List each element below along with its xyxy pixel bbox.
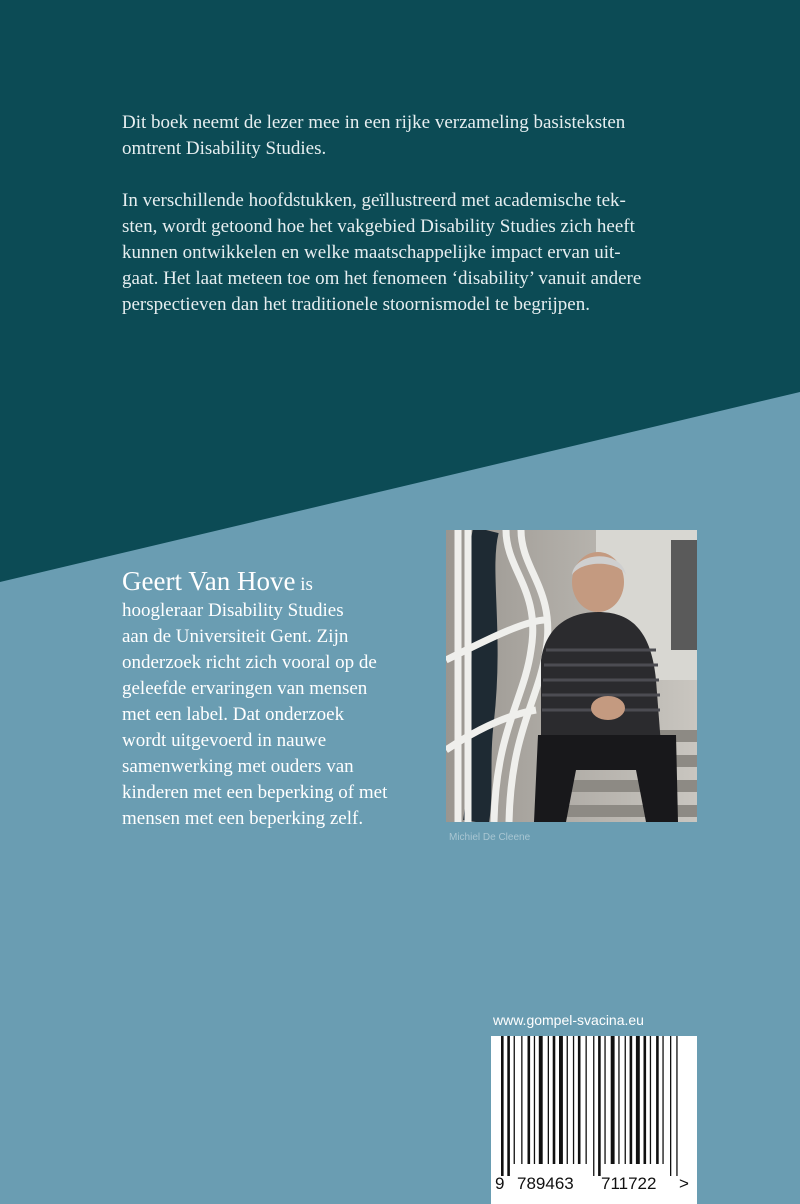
barcode-bar bbox=[514, 1036, 515, 1164]
barcode-bar bbox=[593, 1036, 594, 1176]
barcode-bar bbox=[662, 1036, 663, 1164]
barcode-digits bbox=[495, 1174, 695, 1194]
blurb-line: omtrent Disability Studies. bbox=[122, 138, 327, 159]
blurb-line: Dit boek neemt de lezer mee in een rijke verzameling basisteksten bbox=[122, 112, 626, 133]
barcode-bar bbox=[676, 1036, 677, 1176]
barcode-bar bbox=[539, 1036, 543, 1164]
barcode-bar bbox=[604, 1036, 605, 1164]
barcode-bar bbox=[528, 1036, 531, 1164]
barcode-bar bbox=[521, 1036, 522, 1164]
barcode-digit-group: 789463 bbox=[517, 1174, 574, 1193]
barcode-bar bbox=[586, 1036, 587, 1164]
barcode-bar bbox=[625, 1036, 626, 1164]
barcode-bar bbox=[598, 1036, 601, 1176]
barcode-bar bbox=[611, 1036, 615, 1164]
blurb-line: kunnen ontwikkelen en welke maatschappelijke impact ervan uit- bbox=[122, 242, 621, 263]
photo-credit: Michiel De Cleene bbox=[449, 832, 531, 843]
blurb-paragraph-2 bbox=[122, 188, 702, 318]
barcode-digit-group: > bbox=[679, 1174, 689, 1193]
barcode-bar bbox=[534, 1036, 535, 1164]
barcode-bar bbox=[630, 1036, 633, 1164]
publisher-url[interactable]: www.gompel-svacina.eu bbox=[493, 1012, 644, 1028]
bio-line: samenwerking met ouders van bbox=[122, 756, 354, 777]
barcode-bar bbox=[507, 1036, 510, 1176]
barcode-bar bbox=[559, 1036, 563, 1164]
barcode-bar bbox=[644, 1036, 647, 1164]
blurb-line: gaat. Het laat meteen toe om het fenomeen ‘disability’ vanuit andere bbox=[122, 268, 642, 289]
barcode-icon bbox=[491, 1036, 697, 1176]
blurb-line: In verschillende hoofdstukken, geïllustreerd met academische tek- bbox=[122, 190, 626, 211]
barcode-bar bbox=[501, 1036, 504, 1176]
author-bio bbox=[122, 568, 427, 832]
barcode-digit-group: 9 bbox=[495, 1174, 505, 1193]
bio-line: wordt uitgevoerd in nauwe bbox=[122, 730, 327, 751]
bio-line: met een label. Dat onderzoek bbox=[122, 704, 345, 725]
bio-line: hoogleraar Disability Studies bbox=[122, 600, 344, 621]
bio-line: aan de Universiteit Gent. Zijn bbox=[122, 626, 349, 647]
barcode-bar bbox=[548, 1036, 549, 1164]
author-name: Geert Van Hove bbox=[122, 566, 296, 596]
author-name-suffix: is bbox=[295, 574, 313, 595]
barcode-bar bbox=[656, 1036, 659, 1164]
bio-line: mensen met een beperking zelf. bbox=[122, 808, 364, 829]
barcode-bar bbox=[578, 1036, 581, 1164]
blurb-line: sten, wordt getoond hoe het vakgebied Disability Studies zich heeft bbox=[122, 216, 635, 237]
barcode-bar bbox=[567, 1036, 568, 1164]
blurb-paragraph-1 bbox=[122, 110, 702, 162]
bio-line: onderzoek richt zich vooral op de bbox=[122, 652, 377, 673]
bio-line: kinderen met een beperking of met bbox=[122, 782, 388, 803]
bio-line: geleefde ervaringen van mensen bbox=[122, 678, 368, 699]
barcode-bar bbox=[650, 1036, 651, 1164]
barcode-bar bbox=[636, 1036, 640, 1164]
isbn-barcode bbox=[491, 1036, 697, 1204]
author-photo bbox=[446, 530, 697, 822]
barcode-bar bbox=[553, 1036, 556, 1164]
barcode-bar bbox=[573, 1036, 574, 1164]
back-cover-blurb bbox=[122, 110, 702, 344]
barcode-bar bbox=[618, 1036, 619, 1164]
barcode-bar bbox=[670, 1036, 671, 1176]
barcode-digit-group: 711722 bbox=[601, 1174, 657, 1193]
blurb-line: perspectieven dan het traditionele stoornismodel te begrijpen. bbox=[122, 294, 590, 315]
